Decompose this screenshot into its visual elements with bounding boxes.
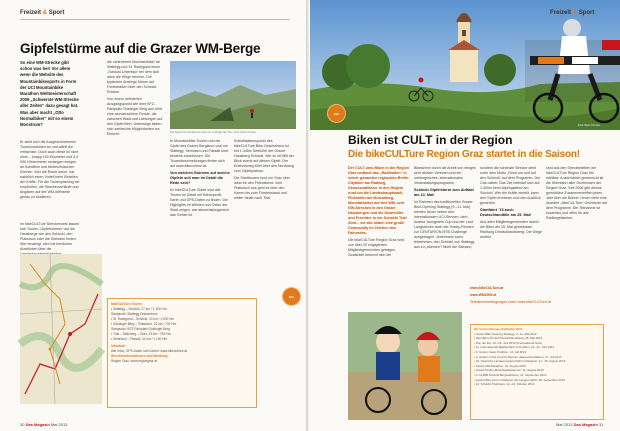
info-badge: Info <box>328 105 345 122</box>
info-line: • St. Radegund – Schöckl, 19 km / 1.000 Hm <box>111 317 175 321</box>
event-item: • 11. Internationale Radfernfahrt Graz-Wien, 21.–22. Juni 2013 <box>474 345 555 350</box>
text-column-1b <box>20 222 80 252</box>
event-item: • 4. CLIMB Schöckl-Bergzeitfahren, 14. September 2013 <box>474 372 547 377</box>
event-item: • 12. Schöckl-Trail-Days, 12.–13. Oktober 2013 <box>474 382 535 387</box>
magazine-name: Das Magazin <box>25 422 50 427</box>
info-line: • Stattegg – Schöckl, 27 km / 1.100 Hm <box>111 307 167 311</box>
subheading: Schöckl-Gipfelsturm zum Auftakt am 10. Mai! <box>414 188 474 197</box>
info-line: • Thal – Steinberg – Graz, 24 km / 750 Hm <box>111 332 172 336</box>
right-text-column-1 <box>348 166 410 306</box>
info-line: Startpunkt: KFZ-Parkplatz Göstinger Berg <box>111 327 170 331</box>
links-box <box>470 286 604 322</box>
right-text-column-3 <box>480 166 542 306</box>
paragraph: die zahlreichen Mountainbiker ab Stattegg und St. Radegund einen „Schöckl-Unterbau“ bei dem sich dann die Wege trennen. Die typischen Anstiege führen auf Forststraßen über den Schöckl-Rücken. <box>107 60 161 94</box>
event-box-title: Die Veranstaltungs-Highlights 2013 <box>474 327 523 331</box>
info-box-title: bikeCULTure-Touren <box>111 302 142 306</box>
page-number: 31 <box>598 422 604 427</box>
paragraph-lead: Der CULT ums Biken in der Region Graz umfasst das „Radlhalten“ in seiner gesamten regionalen Breite. Citybiker am Radweg, Genussradfahrer in den Hügeln rund um die Landeshauptstadt, Flußradler am Murradweg, Mountainbiker auf den WM- und GW-Strecken in den Grazer Hausbergen und die Downhiller und Freerider in der Schöckl Trail Area – sie alle bilden eine große Community im Zeichen des Fahrrades. <box>348 166 410 235</box>
info-line: • Göstinger Berg – Plabutsch, 22 km / 700 Hm <box>111 322 177 326</box>
article-headline: Gipfelstürme auf die Grazer WM-Berge <box>20 41 261 56</box>
info-badge: Info <box>283 288 300 305</box>
cyclists-photo <box>310 0 620 130</box>
kids-bikers-photo <box>348 312 462 420</box>
left-page <box>0 0 306 431</box>
website-link[interactable]: www.bikeCULTure.at <box>470 286 504 290</box>
event-highlights-box <box>470 324 604 420</box>
map-graphic <box>20 254 102 404</box>
article-lead: So eine WM-Strecke gibt schon was her! Vor allem wenn die Website des Mountainbikesports in Form der UCI Mountainbike Marathon Weltmeisterschaft 2009 „Schwerste WM-Strecke aller Zeiten“ dazu gesagt hat. Was aber macht „Otto Normalbiker“ mit so einem Monstrum? <box>20 60 79 128</box>
event-item: • Grazer Bike-Tour im Rahmen der Langen Nacht, 28. September 2013 <box>474 377 565 382</box>
info-line: • Semriach – Passail, 31 km / 1.150 Hm <box>111 337 168 341</box>
website-link[interactable]: www.WM2009.at <box>470 293 497 297</box>
text-column-4 <box>234 139 294 297</box>
tour-info-box <box>107 298 257 408</box>
kids-photo-graphic <box>348 312 462 420</box>
cyclists-photo-graphic <box>310 0 620 130</box>
section-rule <box>20 19 290 20</box>
paragraph: te Mountainbike-Touren und die Gipfel des Grazer Bergland rund um Stattegg, Semriach und Passail sind bestens erschlossen. Die Tourenbeschreibungen finden sich auf www.bikeculture.at. <box>170 139 228 168</box>
paragraph: Kristallisationspunkt des bikeCULTure Bike-Geschehens ist mit 1.445m Seehöhe der Grazer Hausberg Schöckl. Wie so oft fällt der Blick zuerst auf diesen Gipfel. Der Erlebnisweg führt über den Nordhang zum Gipfelplateau. <box>234 139 294 173</box>
issue-date: Mai 2013 <box>556 422 573 427</box>
page-footer <box>556 422 603 427</box>
trail-map-image <box>20 254 102 404</box>
section-label: Freizeit & Sport <box>20 10 65 16</box>
text-column-1 <box>20 140 80 220</box>
paragraph: Bikeszene durch die Arbeit von einigen sehr aktiven Vereinen und ein umfangreiches, internationales Veranstaltungsprogramm. <box>414 166 476 185</box>
event-item: • Grazer Mai-Marathon, 24. August 2013 <box>474 363 526 368</box>
right-text-column-4 <box>546 166 608 276</box>
info-link[interactable]: Teilnahmebedingungen unter www.bikeCULTure.at <box>470 300 551 304</box>
photo-credit: Foto: Bernd Gruber <box>578 124 601 127</box>
summit-photo-graphic <box>170 61 296 129</box>
paragraph: sind aus den Streckenteilen der bikeCULTure Region Graz frei wählbar. Ausdrücklich gewünscht ist die Sternfahrt aller Gemeinden der Region Graz. Seit 2006 gibt dieses gemütliche Zusammentreffen jedes Jahr über die Bühne: Heuer steht eine Ausfahrt „bikeCULTure“ Gemeinde auf dem Programm. Die Teilnahme ist kostenlos und offen für alle Radbegeisterten. <box>546 166 608 220</box>
event-item: • Grazer Kinder-Mountainbikerennen, 31. August 2013 <box>474 368 544 373</box>
text-column-2 <box>107 60 165 182</box>
event-item: • 9. Grazer Clean Triathlon, 14. Juli 2013 <box>474 349 527 354</box>
event-item: • Sternfahrt 15 nach Deutschlandsberg, 25. Mai 2013 <box>474 336 543 341</box>
paragraph: Im Rahmen des traditionellen Grazer Bike-Opening Stattegg (9.–11. Mai) werden heuer neben den internationalen UCI-Rennen, dem Austria Youngsters Cup und der Lauf-Langstrecke auch der Hobby-Rennen zur CENTURION MTB Challenge ausgetragen. Jedermann kann teilnehmen, den Schöckl von Stattegg aus zu „stürmen“! Nicht die Sämann, <box>414 200 475 249</box>
info-box-subtitle: Streckeninformationen und Beratung: <box>111 354 169 358</box>
magazine-name: Das Magazin <box>573 422 598 427</box>
page-number: 30 <box>20 422 25 427</box>
page-footer <box>20 422 67 427</box>
issue-date: Mai 2013 <box>50 422 68 427</box>
paragraph: Im bikeCULTure Streckennetz lassen sich Touren „Gipfelstürmer“ auf die Hausberge wie den Schöckl, den Plabutsch oder die Gleinalm finden. Wer einsteigt, wird mit herrlichen Ausblicken über die <box>20 222 80 251</box>
event-item: • 3. Grazer Cross Country Rennen (Hausmannstätten), 27. Juli 2013 <box>474 354 562 359</box>
paragraph: Die Stadttouren rund um Graz sind ideal für den Feierabend. Vom Plabutsch aus geht es über den Kamm bis zum Fürstenstand und weiter hinab nach Thal. <box>234 176 290 200</box>
summit-photo <box>170 61 296 129</box>
info-line: Startpunkt: Stattegg Ortszentrum <box>111 312 158 316</box>
photo-caption: Die Spitze des Schöckl ist schon ein Highlight der Tour. Foto: Bernd Gruber <box>170 131 257 134</box>
paragraph: Er sieht sich die Ausgeschriebenen Tourenvarianten an und wählt die einfachste. Doch auch diese ist nicht ohne – knapp 100 Kilometer und 3.4 000 Höhenmeter verlangen einiges an Kondition und fahrtechnischem Können. Wer die Route kennt, hat natürlich einen Vorteil beim Einteilen der Kräfte. Für die Tourenplanung sei empfohlen, die Streckenverläufe und Angaben auf der WM-Webseite genau zu studieren. <box>20 140 80 199</box>
article-subheadline: Die bikeCULTure Region Graz startet in die Saison! <box>348 149 580 160</box>
text-column-3 <box>170 139 230 297</box>
paragraph: Aus allen Mitgliedsgemeinden radeln die Biker am 25. Mai gemeinsam Richtung Deutschlandsberg. Die Wege dorthin <box>480 220 542 239</box>
paragraph: Von einem definierten Ausgangspunkt wie dem KFZ-Parkplatz Göstinger Berg aus führt eine wunderschöne Runde, die zwischen Wald und Lichtungen auf den Gipfel führt. Unterwegs bieten sich zahlreiche Möglichkeiten zur Einkehr. <box>107 97 163 136</box>
article-headline: Biken ist CULT in der Region <box>348 133 513 147</box>
event-item: • Run der Flo, 14.–16. Juni 2013 (Freizeitarena Graz) <box>474 340 543 345</box>
right-text-column-2 <box>414 166 476 306</box>
subheading: Von welchen Stürmen auf welche Gipfeln soll man im Detail die Rede sein? <box>170 171 230 185</box>
info-line: Region Graz, www.regiongraz.at <box>111 359 157 363</box>
paragraph: Im bikeCULTure Guide sind alle Touren im Detail mit Höhenprofil, Karte und GPS-Daten zu finden. Die Highlights im Westen und Osten der Stadt zeigen, wie abwechslungsreich das Gebiet ist. <box>170 188 229 217</box>
event-item: • Grazer Bike Opening Stattegg, 9.–11. Mai 2013 <box>474 331 537 336</box>
info-box-subtitle: Infoblock <box>111 344 126 348</box>
section-label: Freizeit & Sport <box>550 10 595 16</box>
event-item: • 34. Steirische Landesmeisterschaft im Radsport, 17.–18. August 2013 <box>474 359 566 364</box>
paragraph: Die bikeCULTure Region Graz wird von über 20 engagierten Mitgliedsgemeinden getragen. Zusätzlich bekennt sich die <box>348 238 404 257</box>
subheading: Startfahrt ´15 auch Deutschlandtitle am 25. Mai! <box>480 208 532 217</box>
paragraph: sondern die schönste Strecke steht unter dem Motto „Rund um und auf den Schöckl“ auf dem Programm. Der Clou dabei: Das Ziel befindet sich auf 1.400m beim Alpengasthof am Schöckl. Wer die Kräfte einteilt, kann den Gipfel erreichen und den Ausblick genießen. <box>480 166 541 205</box>
info-line: Alle Infos, GPS-Daten und Karten: www.bikeculture.at <box>111 349 188 353</box>
